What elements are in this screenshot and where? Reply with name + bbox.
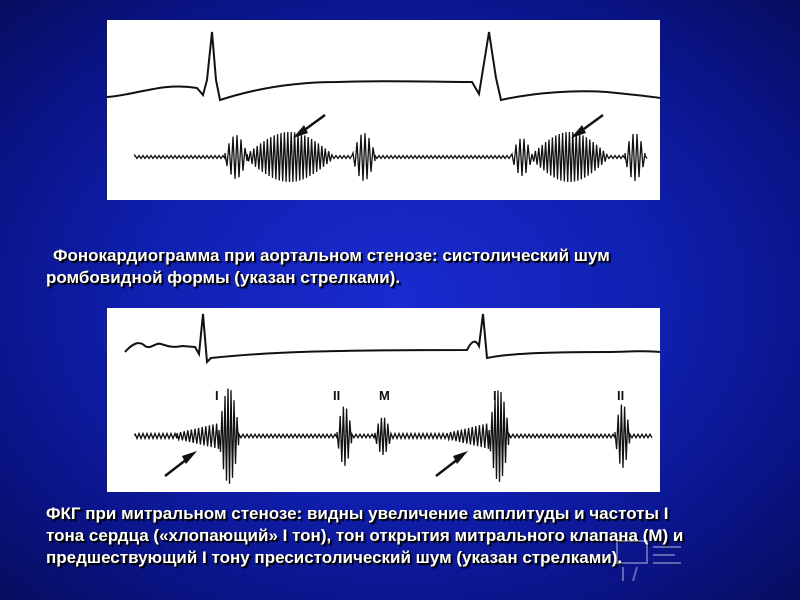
top-pcg-trace [135, 132, 647, 182]
label-first-sound-2: I [493, 388, 497, 403]
bottom-caption-line2: тона сердца («хлопающий» I тон), тон открытия митрального клапана (М) и [46, 526, 684, 545]
aortic-stenosis-phonocardiogram [107, 20, 660, 200]
watermark-logo-icon [615, 537, 685, 583]
top-caption-line2: ромбовидной формы (указан стрелками). [46, 268, 401, 287]
bottom-figure-svg [107, 308, 660, 492]
mitral-stenosis-phonocardiogram [107, 308, 660, 492]
top-caption [46, 245, 736, 289]
label-mitral-opening: M [379, 388, 390, 403]
label-second-sound-1: II [333, 388, 341, 403]
top-arrow-1 [293, 115, 325, 138]
bottom-arrow-1 [165, 451, 197, 476]
label-first-sound-1: I [215, 388, 219, 403]
top-ecg-trace [107, 32, 660, 100]
top-figure-svg [107, 20, 660, 200]
label-second-sound-2: II [617, 388, 625, 403]
bottom-caption-line3: предшествующий I тону пресистолический шум (указан стрелками). [46, 548, 623, 567]
bottom-pcg-trace [135, 389, 652, 484]
bottom-arrow-2 [436, 451, 468, 476]
top-caption-line1: Фонокардиограмма при аортальном стенозе: систолический шум [53, 246, 610, 265]
top-arrow-2 [571, 115, 603, 138]
bottom-caption-line1: ФКГ при митральном стенозе: видны увеличение амплитуды и частоты I [46, 504, 669, 523]
bottom-ecg-trace [125, 314, 660, 362]
